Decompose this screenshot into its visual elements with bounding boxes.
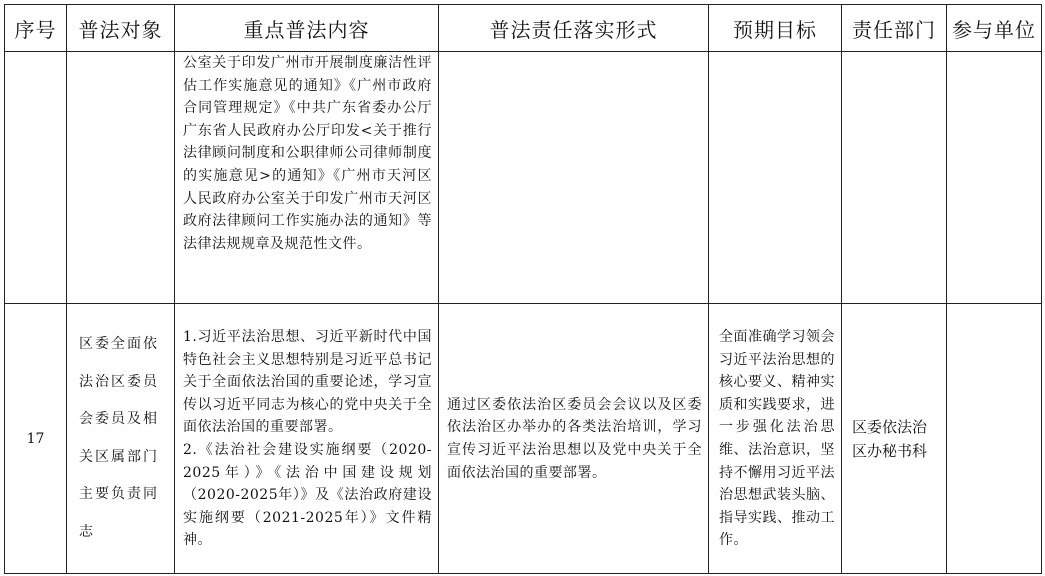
cell-key-content: 1.习近平法治思想、习近平新时代中国特色社会主义思想特别是习近平总书记关于全面依法治国的重要论述，学习宣传以习近平同志为核心的党中央关于全面依法治国的重要部署。 2.《法治社会建设实施纲要（2020-2025年）》《法治中国建设规划（2020-2025年）》及《法治政府建设实施纲要（2021-2025年）》文件精神。 bbox=[175, 304, 439, 574]
cell-responsible-dept bbox=[842, 52, 947, 304]
header-responsible-dept: 责任部门 bbox=[842, 5, 947, 52]
cell-responsibility-form bbox=[439, 52, 709, 304]
header-target-audience: 普法对象 bbox=[67, 5, 175, 52]
header-serial-number: 序号 bbox=[5, 5, 67, 52]
table-row bbox=[5, 304, 1042, 574]
cell-responsible-dept: 区委依法治区办秘书科 bbox=[842, 304, 947, 574]
law-education-table bbox=[4, 4, 1042, 574]
cell-serial-number: 17 bbox=[5, 304, 67, 574]
cell-participating-unit bbox=[947, 52, 1042, 304]
cell-expected-goal bbox=[709, 52, 842, 304]
header-participating-unit: 参与单位 bbox=[947, 5, 1042, 52]
cell-target-audience: 区委全面依法治区委员会委员及相关区属部门主要负责同志 bbox=[67, 304, 175, 574]
table-header-row bbox=[5, 5, 1042, 52]
header-expected-goal: 预期目标 bbox=[709, 5, 842, 52]
table-row bbox=[5, 52, 1042, 304]
cell-expected-goal: 全面准确学习领会习近平法治思想的核心要义、精神实质和实践要求，进一步强化法治思维、法治意识，坚持不懈用习近平法治思想武装头脑、指导实践、推动工作。 bbox=[709, 304, 842, 574]
cell-key-content: 公室关于印发广州市开展制度廉洁性评估工作实施意见的通知》《广州市政府合同管理规定》《中共广东省委办公厅 广东省人民政府办公厅印发<关于推行法律顾问制度和公职律师公司律师制度的实施意见>的通知》《广州市天河区人民政府办公室关于印发广州市天河区政府法律顾问工作实施办法的通知》等法律法规规章及规范性文件。 bbox=[175, 52, 439, 304]
header-responsibility-form: 普法责任落实形式 bbox=[439, 5, 709, 52]
cell-participating-unit bbox=[947, 304, 1042, 574]
cell-serial-number bbox=[5, 52, 67, 304]
cell-responsibility-form: 通过区委依法治区委员会会议以及区委依法治区办举办的各类法治培训，学习宣传习近平法治思想以及党中央关于全面依法治国的重要部署。 bbox=[439, 304, 709, 574]
cell-target-audience bbox=[67, 52, 175, 304]
header-key-content: 重点普法内容 bbox=[175, 5, 439, 52]
